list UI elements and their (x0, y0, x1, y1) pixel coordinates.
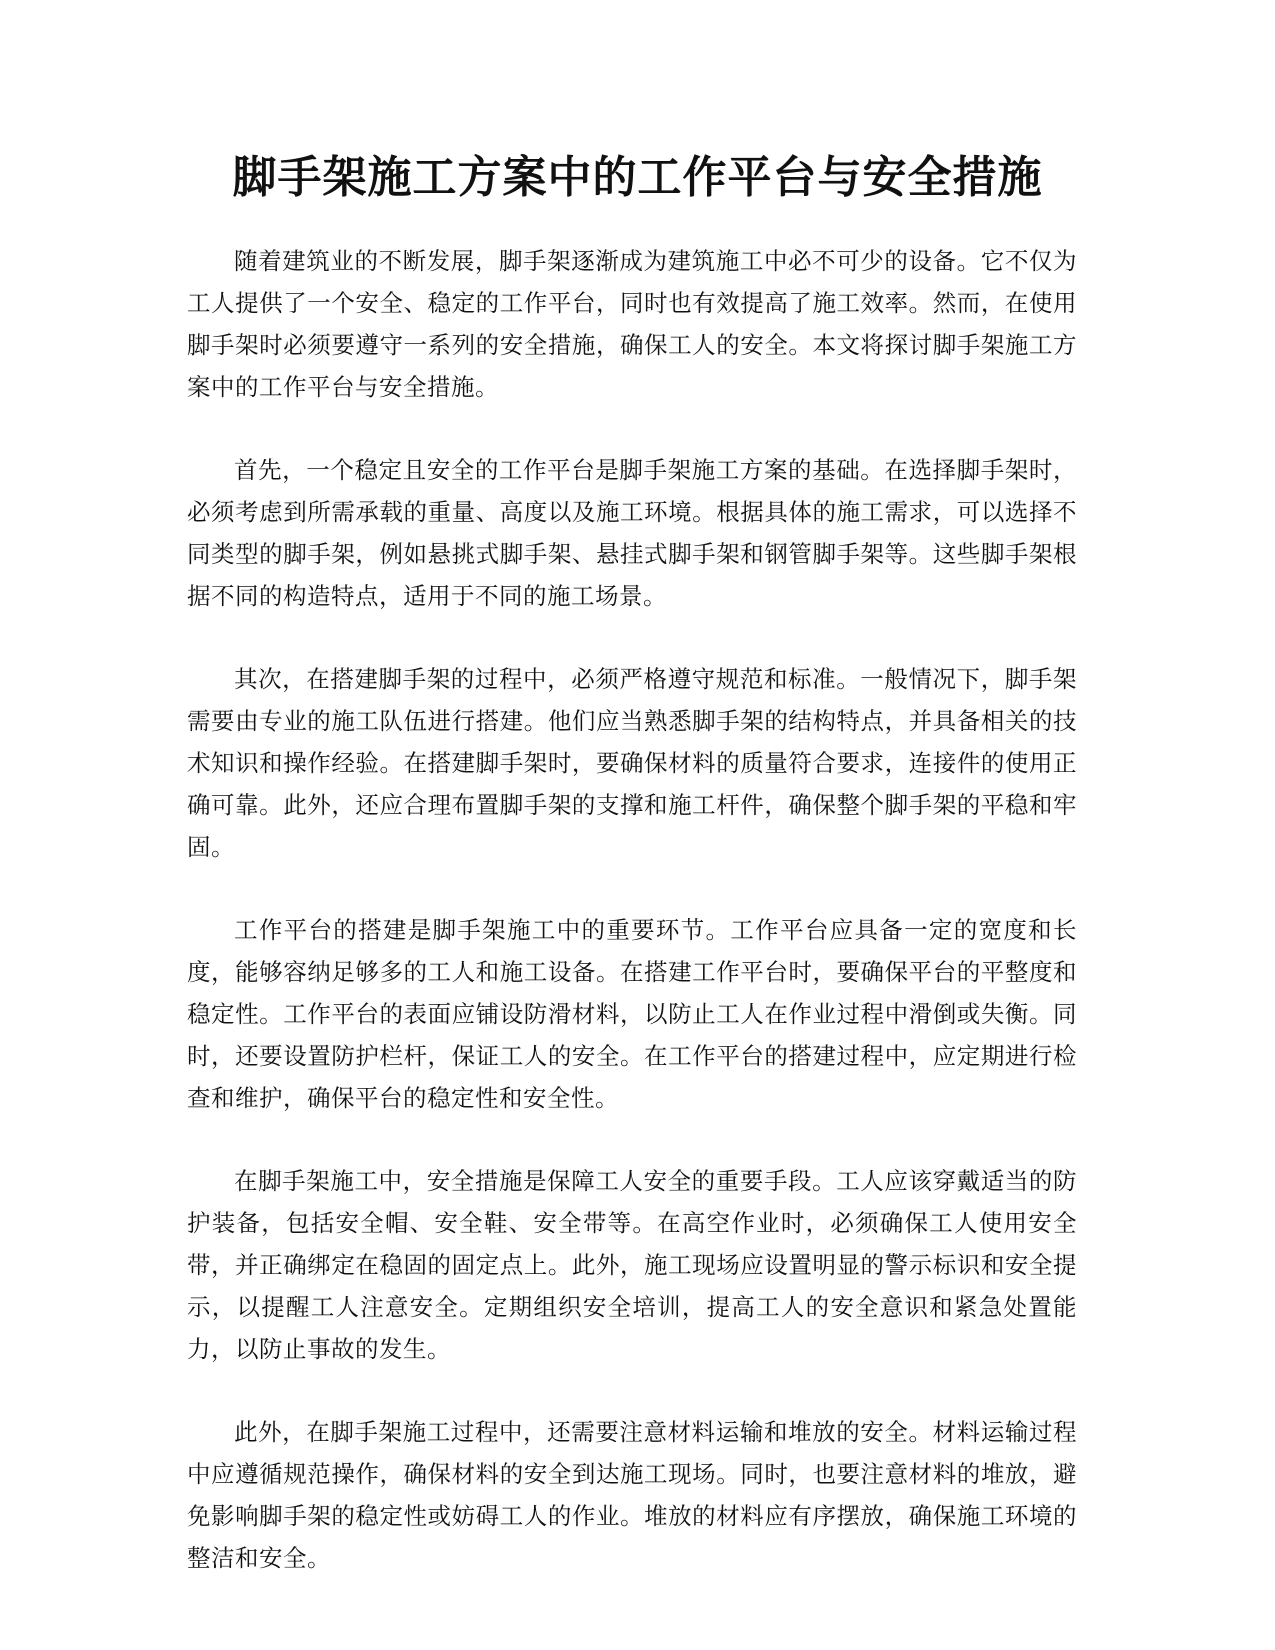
document-title: 脚手架施工方案中的工作平台与安全措施 (232, 152, 1043, 203)
document-body (187, 240, 1077, 1620)
paragraph-1: 随着建筑业的不断发展，脚手架逐渐成为建筑施工中必不可少的设备。它不仅为工人提供了一个安全、稳定的工作平台，同时也有效提高了施工效率。然而，在使用脚手架时必须要遵守一系列的安全措施，确保工人的安全。本文将探讨脚手架施工方案中的工作平台与安全措施。 (187, 247, 1077, 401)
paragraph-6: 此外，在脚手架施工过程中，还需要注意材料运输和堆放的安全。材料运输过程中应遵循规范操作，确保材料的安全到达施工现场。同时，也要注意材料的堆放，避免影响脚手架的稳定性或妨碍工人的作业。堆放的材料应有序摆放，确保施工环境的整洁和安全。 (187, 1418, 1077, 1572)
paragraph-2: 首先，一个稳定且安全的工作平台是脚手架施工方案的基础。在选择脚手架时，必须考虑到所需承载的重量、高度以及施工环境。根据具体的施工需求，可以选择不同类型的脚手架，例如悬挑式脚手架、悬挂式脚手架和钢管脚手架等。这些脚手架根据不同的构造特点，适用于不同的施工场景。 (187, 456, 1077, 610)
paragraph-5: 在脚手架施工中，安全措施是保障工人安全的重要手段。工人应该穿戴适当的防护装备，包括安全帽、安全鞋、安全带等。在高空作业时，必须确保工人使用安全带，并正确绑定在稳固的固定点上。此外，施工现场应设置明显的警示标识和安全提示，以提醒工人注意安全。定期组织安全培训，提高工人的安全意识和紧急处置能力，以防止事故的发生。 (187, 1167, 1077, 1363)
paragraph-4: 工作平台的搭建是脚手架施工中的重要环节。工作平台应具备一定的宽度和长度，能够容纳足够多的工人和施工设备。在搭建工作平台时，要确保平台的平整度和稳定性。工作平台的表面应铺设防滑材料，以防止工人在作业过程中滑倒或失衡。同时，还要设置防护栏杆，保证工人的安全。在工作平台的搭建过程中，应定期进行检查和维护，确保平台的稳定性和安全性。 (187, 916, 1077, 1112)
paragraph-3: 其次，在搭建脚手架的过程中，必须严格遵守规范和标准。一般情况下，脚手架需要由专业的施工队伍进行搭建。他们应当熟悉脚手架的结构特点，并具备相关的技术知识和操作经验。在搭建脚手架时，要确保材料的质量符合要求，连接件的使用正确可靠。此外，还应合理布置脚手架的支撑和施工杆件，确保整个脚手架的平稳和牢固。 (187, 665, 1077, 861)
